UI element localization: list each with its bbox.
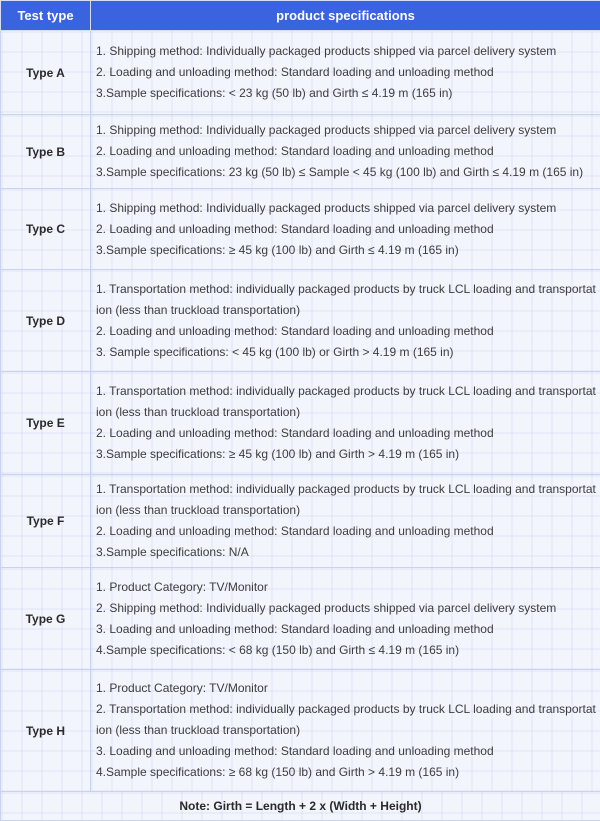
table-row-type-e (1, 372, 600, 475)
spec-line: 3.Sample specifications: 23 kg (50 lb) ≤ Sample < 45 kg (100 lb) and Girth ≤ 4.19 m (165 in) (96, 162, 596, 183)
spec-line: 2. Loading and unloading method: Standard loading and unloading method (96, 321, 596, 342)
spec-cell (91, 475, 600, 568)
spec-line: 2. Loading and unloading method: Standard loading and unloading method (96, 141, 596, 162)
spec-line: 1. Transportation method: individually packaged products by truck LCL loading and transportation (less than truckload transportation) (96, 279, 596, 321)
header-row (1, 1, 600, 31)
spec-cell (91, 189, 600, 270)
spec-line: 3.Sample specifications: ≥ 45 kg (100 lb) and Girth > 4.19 m (165 in) (96, 444, 596, 465)
spec-line: 4.Sample specifications: ≥ 68 kg (150 lb) and Girth > 4.19 m (165 in) (96, 762, 596, 783)
column-header-test-type: Test type (1, 1, 91, 31)
spec-cell (91, 670, 600, 792)
table-row-type-h (1, 670, 600, 792)
spec-line: 1. Transportation method: individually packaged products by truck LCL loading and transportation (less than truckload transportation) (96, 381, 596, 423)
test-type-cell: Type C (1, 189, 91, 270)
spec-line: 2. Loading and unloading method: Standard loading and unloading method (96, 62, 596, 83)
table-row-type-a (1, 31, 600, 115)
test-type-cell: Type H (1, 670, 91, 792)
table-row-type-g (1, 568, 600, 670)
test-type-cell: Type F (1, 475, 91, 568)
spec-line: 3. Sample specifications: < 45 kg (100 lb) or Girth > 4.19 m (165 in) (96, 342, 596, 363)
girth-note: Note: Girth = Length + 2 x (Width + Height) (1, 792, 600, 821)
spec-line: 2. Shipping method: Individually packaged products shipped via parcel delivery system (96, 598, 596, 619)
spec-line: 3.Sample specifications: ≥ 45 kg (100 lb) and Girth ≤ 4.19 m (165 in) (96, 240, 596, 261)
spec-line: 3.Sample specifications: N/A (96, 542, 596, 563)
table-row-type-d (1, 270, 600, 372)
spec-line: 1. Product Category: TV/Monitor (96, 678, 596, 699)
spec-line: 1. Shipping method: Individually packaged products shipped via parcel delivery system (96, 120, 596, 141)
spec-line: 4.Sample specifications: < 68 kg (150 lb) and Girth ≤ 4.19 m (165 in) (96, 640, 596, 661)
spec-line: 1. Shipping method: Individually packaged products shipped via parcel delivery system (96, 41, 596, 62)
table-row-type-b (1, 115, 600, 189)
spec-cell (91, 568, 600, 670)
spec-line: 2. Loading and unloading method: Standard loading and unloading method (96, 423, 596, 444)
spec-cell (91, 372, 600, 475)
spec-line: 1. Product Category: TV/Monitor (96, 577, 596, 598)
spec-line: 2. Transportation method: individually packaged products by truck LCL loading and transportation (less than truckload transportation) (96, 699, 596, 741)
test-type-cell: Type D (1, 270, 91, 372)
spec-cell (91, 115, 600, 189)
test-type-cell: Type A (1, 31, 91, 115)
spec-line: 1. Transportation method: individually packaged products by truck LCL loading and transportation (less than truckload transportation) (96, 479, 596, 521)
spec-line: 2. Loading and unloading method: Standard loading and unloading method (96, 219, 596, 240)
spec-line: 3. Loading and unloading method: Standard loading and unloading method (96, 619, 596, 640)
test-type-cell: Type E (1, 372, 91, 475)
spec-cell (91, 270, 600, 372)
spec-cell (91, 31, 600, 115)
test-type-cell: Type G (1, 568, 91, 670)
spec-line: 3. Loading and unloading method: Standard loading and unloading method (96, 741, 596, 762)
spec-line: 2. Loading and unloading method: Standard loading and unloading method (96, 521, 596, 542)
table-row-type-f (1, 475, 600, 568)
spec-line: 1. Shipping method: Individually packaged products shipped via parcel delivery system (96, 198, 596, 219)
table-row-type-c (1, 189, 600, 270)
note-row (1, 792, 600, 821)
column-header-product-specifications: product specifications (91, 1, 600, 31)
test-type-cell: Type B (1, 115, 91, 189)
spec-line: 3.Sample specifications: < 23 kg (50 lb) and Girth ≤ 4.19 m (165 in) (96, 83, 596, 104)
